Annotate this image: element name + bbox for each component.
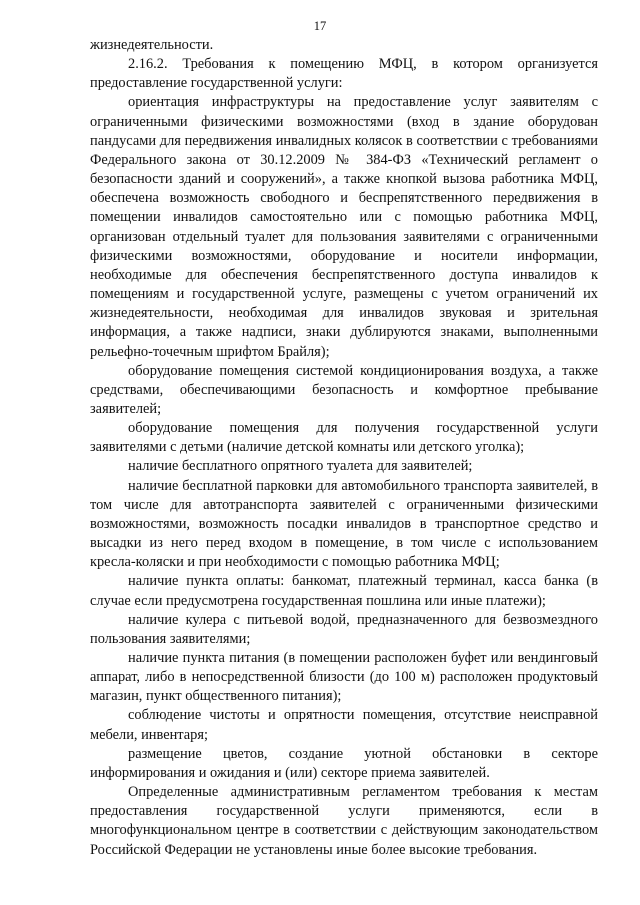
paragraph: оборудование помещения системой кондиционирования воздуха, а также средствами, обеспечивающими безопасность и комфортное пребывание заявителей;: [90, 362, 598, 417]
paragraph: наличие пункта оплаты: банкомат, платежный терминал, касса банка (в случае если предусмотрена государственная пошлина или иные платежи);: [90, 573, 598, 609]
paragraph: Определенные административным регламентом требования к местам предоставления государственной услуги применяются, если в многофункциональном центре в соответствии с действующим законодательством Российской Федерации не установлены иные более высокие требования.: [90, 784, 598, 858]
paragraph: наличие бесплатного опрятного туалета для заявителей;: [128, 458, 473, 475]
paragraph: 2.16.2. Требования к помещению МФЦ, в котором организуется предоставление государственной услуги:: [90, 56, 598, 92]
paragraph: оборудование помещения для получения государственной услуги заявителями с детьми (наличие детской комнаты или детского уголка);: [90, 420, 598, 456]
paragraph: наличие кулера с питьевой водой, предназначенного для безвозмездного пользования заявителями;: [90, 611, 598, 647]
paragraph: наличие бесплатной парковки для автомобильного транспорта заявителей, в том числе для автотранспорта заявителей с ограниченными физическими возможностями, возможность посадки инвалидов в транспортное средство и высадки из него перед входом в помещение, в том числе с использованием кресла-коляски и при необходимости с помощью работника МФЦ;: [90, 477, 598, 571]
page-number: 17: [313, 19, 327, 33]
paragraph: размещение цветов, создание уютной обстановки в секторе информирования и ожидания и (или) секторе приема заявителей.: [90, 745, 598, 781]
paragraph: соблюдение чистоты и опрятности помещения, отсутствие неисправной мебели, инвентаря;: [90, 707, 598, 743]
paragraph: ориентация инфраструктуры на предоставление услуг заявителям с ограниченными физическими возможностями (вход в здание оборудован пандусами для передвижения инвалидных колясок в соответствии с требованиями Федерального закона от 30.12.2009 № 384-ФЗ «Технический регламент о безопасности зданий и сооружений», а также кнопкой вызова работника МФЦ, обеспечена возможность свободного и беспрепятственного передвижения в помещении инвалидов самостоятельно или с помощью работника МФЦ, организован отдельный туалет для пользования заявителями с ограниченными физическими возможностями, оборудование и носители информации, необходимые для обеспечения беспрепятственного доступа инвалидов к помещениям и государственной услуге, размещены с учетом ограничений их жизнедеятельности, необходимая для инвалидов звуковая и зрительная информация, а также надписи, знаки дублируются знаками, выполненными рельефно-точечным шрифтом Брайля);: [90, 94, 598, 360]
paragraph: жизнедеятельности.: [90, 37, 214, 53]
document-body: [90, 36, 598, 860]
paragraph: наличие пункта питания (в помещении расположен буфет или вендинговый аппарат, либо в непосредственной близости (до 100 м) расположен продуктовый магазин, пункт общественного питания);: [90, 650, 598, 705]
